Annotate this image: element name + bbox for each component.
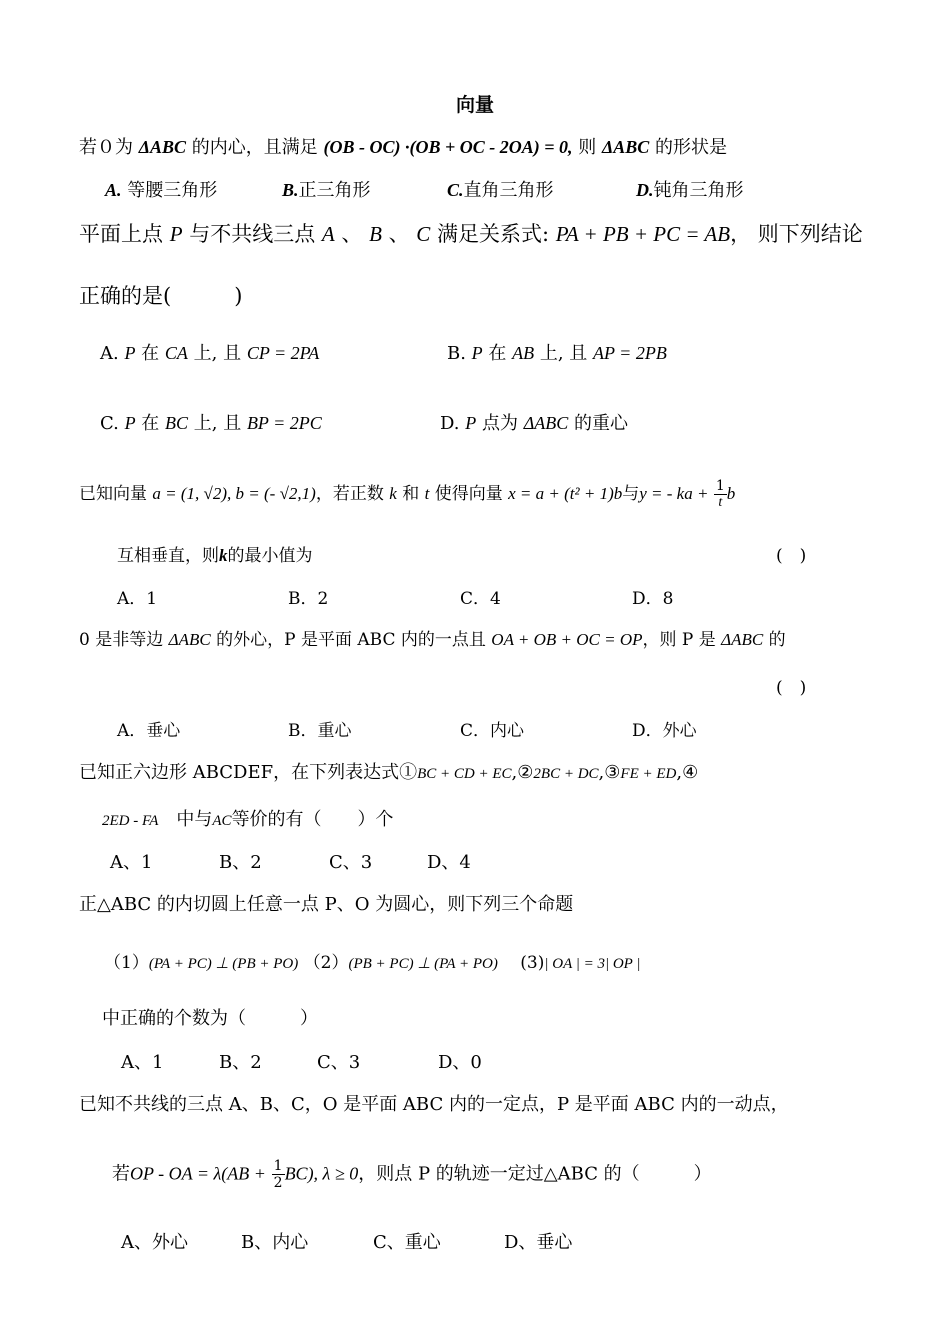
q1-option-a[interactable]: [105, 176, 217, 202]
q3-option-a[interactable]: A．1: [117, 589, 158, 609]
q6-prop1: (PA + PC) ⊥ (PB + PO): [148, 956, 299, 972]
q2-option-c-tail: 上, 且: [188, 413, 247, 434]
q7-fraction: [272, 1158, 285, 1191]
q6-stem: 正△ABC 的内切圆上任意一点 P、O 为圆心，则下列三个命题: [79, 894, 574, 915]
page-title: 向量: [455, 94, 494, 116]
q5-option-b[interactable]: B、2: [219, 852, 262, 873]
q3-stem: [79, 478, 735, 511]
q2-option-d[interactable]: [440, 409, 628, 435]
q3-fraction: [714, 478, 727, 511]
q2-option-b-segment: AB: [512, 343, 535, 363]
q7-stem: 已知不共线的三点 A、B、C，O 是平面 ABC 内的一定点，P 是平面 ABC 内的一动点，: [79, 1094, 789, 1115]
q3-x-def: x = a + (t² + 1)b: [508, 484, 623, 503]
q5-stem: [79, 758, 698, 784]
q3-option-d[interactable]: D．8: [632, 589, 674, 609]
q3-t: t: [424, 484, 430, 503]
q5-stem-text: 已知正六边形 ABCDEF，在下列表达式①: [79, 762, 418, 783]
q3-option-b[interactable]: B．2: [288, 589, 329, 609]
q2-option-b-relation: AP = 2PB: [593, 343, 667, 363]
q1-stem-text: 若０为: [79, 137, 133, 158]
q2-option-b-point: P: [471, 343, 483, 363]
q1-triangle: ΔABC: [138, 137, 187, 157]
q5-option-c[interactable]: C、3: [329, 852, 373, 873]
q3-line2-k: k: [219, 546, 228, 565]
q2-stem: 平面上点 P 与不共线三点 A 、 B 、 C 满足关系式: PA + PB + PC = AB， 则下列结论: [79, 222, 863, 246]
q5-sep-2: ,②: [511, 762, 534, 783]
q3-stem-text-b: ，若正数: [315, 484, 384, 504]
q5-expression-1: BC + CD + EC: [417, 766, 512, 782]
q2-option-a-mid: 在: [135, 343, 165, 364]
q5-stem-line2: [102, 805, 394, 831]
q6-prop1-label: （1）: [104, 953, 149, 973]
q2-option-a-segment: CA: [164, 343, 188, 363]
q3-option-c[interactable]: C．4: [460, 589, 501, 609]
q1-option-d[interactable]: [636, 176, 744, 202]
q4-triangle-2: ΔABC: [721, 630, 764, 649]
q5-sep-3: ,③: [598, 762, 621, 783]
q1-option-b-letter: B.: [282, 180, 299, 200]
q2-option-d-lead: D.: [440, 413, 466, 434]
q2-option-c-segment: BC: [165, 413, 189, 433]
q6-option-c[interactable]: C、3: [317, 1052, 361, 1073]
q6-propositions: [104, 948, 640, 973]
q3-frac-num: 1: [715, 478, 725, 494]
q7-option-a[interactable]: A、外心: [121, 1232, 188, 1253]
q3-stem-text-c: 使得向量: [434, 484, 503, 504]
q6-option-a[interactable]: A、1: [121, 1052, 164, 1073]
q3-stem-text: 已知向量: [79, 484, 147, 504]
q5-tail-text: 等价的有（ ）个: [231, 809, 394, 830]
q6-prop2-label: （2）: [303, 953, 349, 973]
q1-option-c-letter: C.: [447, 180, 464, 200]
q6-prop3-label: (3): [520, 953, 545, 973]
q5-vector-ac: AC: [212, 813, 232, 829]
q4-answer-paren: ( ): [776, 678, 807, 698]
q2-option-b-mid: 在: [482, 343, 513, 364]
q4-option-c[interactable]: C．内心: [460, 721, 525, 741]
q7-option-b[interactable]: B、内心: [241, 1232, 309, 1253]
q4-stem-text-d: 的: [768, 630, 786, 650]
q4-option-d[interactable]: D．外心: [632, 721, 697, 741]
q2-option-b[interactable]: [447, 339, 667, 365]
q2-option-c[interactable]: [100, 409, 322, 435]
q1-stem: [79, 133, 727, 159]
q2-option-a-point: P: [124, 343, 136, 363]
q2-option-d-mid: 点为: [476, 413, 524, 434]
q1-option-c-text: 直角三角形: [463, 180, 554, 201]
q4-vector-expression: OA + OB + OC = OP: [491, 630, 643, 649]
q2-option-b-tail: 上, 且: [534, 343, 594, 364]
q3-line2-text: 互相垂直，则: [117, 546, 219, 566]
q2-stem-text-c: 满足关系式:: [436, 222, 550, 246]
q3-stem-line2: [117, 541, 313, 566]
q7-option-d[interactable]: D、垂心: [504, 1232, 573, 1253]
q5-expression-4: 2ED - FA: [102, 813, 159, 829]
q1-option-c[interactable]: [447, 176, 554, 202]
q3-b-tail: b: [726, 484, 736, 503]
q2-option-c-relation: BP = 2PC: [246, 413, 322, 433]
q2-stem-text-b: 与不共线三点: [189, 222, 316, 246]
q6-option-d[interactable]: D、0: [438, 1052, 482, 1073]
q3-and: 和: [402, 484, 420, 504]
q5-sep-4: ,④: [676, 762, 699, 783]
q1-option-d-letter: D.: [636, 180, 654, 200]
q4-option-b[interactable]: B．重心: [288, 721, 352, 741]
q1-option-b-text: 正三角形: [298, 180, 371, 201]
q7-line2-tail: ，则点 P 的轨迹一定过△ABC 的（ ）: [358, 1163, 712, 1185]
q5-option-d[interactable]: D、4: [427, 852, 471, 873]
q2-option-d-point: P: [465, 413, 477, 433]
q1-stem-text-d: 的形状是: [655, 137, 728, 158]
q3-line2-tail: 的最小值为: [227, 546, 313, 566]
q2-stem-line2: 正确的是( ): [79, 284, 243, 308]
q5-expression-3: FE + ED: [620, 766, 677, 782]
q7-expression-a: OP - OA = λ(AB +: [130, 1163, 266, 1184]
q3-with: 与: [622, 484, 640, 504]
q1-stem-text-c: 则: [578, 137, 597, 158]
q7-line2-if: 若: [112, 1163, 130, 1185]
q2-relation: PA + PB + PC = AB: [555, 222, 731, 246]
q5-mid-text: 中与: [176, 809, 213, 830]
q2-option-a-tail: 上, 且: [187, 343, 247, 364]
q7-frac-den: 2: [273, 1175, 283, 1191]
q1-option-b[interactable]: [282, 176, 371, 202]
q4-triangle: ΔABC: [168, 630, 211, 649]
q4-stem: [79, 625, 786, 650]
q6-stem-line2: 中正确的个数为（ ）: [102, 1008, 318, 1029]
q1-option-a-text: 等腰三角形: [127, 180, 218, 201]
q2-option-d-segment: ΔABC: [523, 413, 569, 433]
q2-stem-text-d: ， 则下列结论: [730, 222, 863, 246]
q2-option-d-tail: 的重心: [568, 413, 628, 434]
q3-answer-paren: ( ): [776, 546, 807, 566]
q2-option-a-relation: CP = 2PA: [246, 343, 320, 363]
q6-prop3: | OA | = 3| OP |: [544, 956, 641, 972]
q4-option-a[interactable]: A．垂心: [117, 721, 181, 741]
q3-frac-den: t: [718, 495, 723, 510]
q2-option-b-lead: B.: [447, 343, 472, 364]
q7-frac-num: 1: [273, 1158, 283, 1174]
q1-triangle-2: ΔABC: [602, 137, 650, 157]
q3-k: k: [389, 484, 397, 503]
q1-vector-expression: (OB - OC) ·(OB + OC - 2OA) = 0,: [323, 137, 573, 157]
q7-option-c[interactable]: C、重心: [373, 1232, 441, 1253]
q5-expression-2: 2BC + DC: [533, 766, 599, 782]
q4-stem-text-c: ，则 P 是: [642, 630, 716, 650]
q7-stem-line2: [112, 1158, 712, 1191]
q2-option-c-point: P: [124, 413, 136, 433]
q2-option-c-lead: C.: [100, 413, 125, 434]
q2-option-a-lead: A.: [100, 343, 125, 364]
q2-stem-text: 平面上点: [79, 222, 163, 246]
q3-vector-def: a = (1, √2), b = (- √2,1): [152, 484, 316, 503]
q2-option-a[interactable]: [100, 339, 319, 365]
q1-stem-text-b: 的内心，且满足: [191, 137, 318, 158]
q5-option-a[interactable]: A、1: [110, 852, 153, 873]
q4-stem-text-b: 的外心，P 是平面 ABC 内的一点且: [216, 630, 486, 650]
q6-prop2: (PB + PC) ⊥ (PA + PO): [348, 956, 498, 972]
q3-y-def: y = - ka +: [639, 484, 709, 503]
q1-option-d-text: 钝角三角形: [653, 180, 744, 201]
q1-option-a-letter: A.: [105, 180, 122, 200]
q4-stem-text: 0 是非等边: [79, 630, 164, 650]
q6-option-b[interactable]: B、2: [219, 1052, 262, 1073]
q2-option-c-mid: 在: [135, 413, 166, 434]
q7-expression-b: BC), λ ≥ 0: [284, 1163, 359, 1184]
